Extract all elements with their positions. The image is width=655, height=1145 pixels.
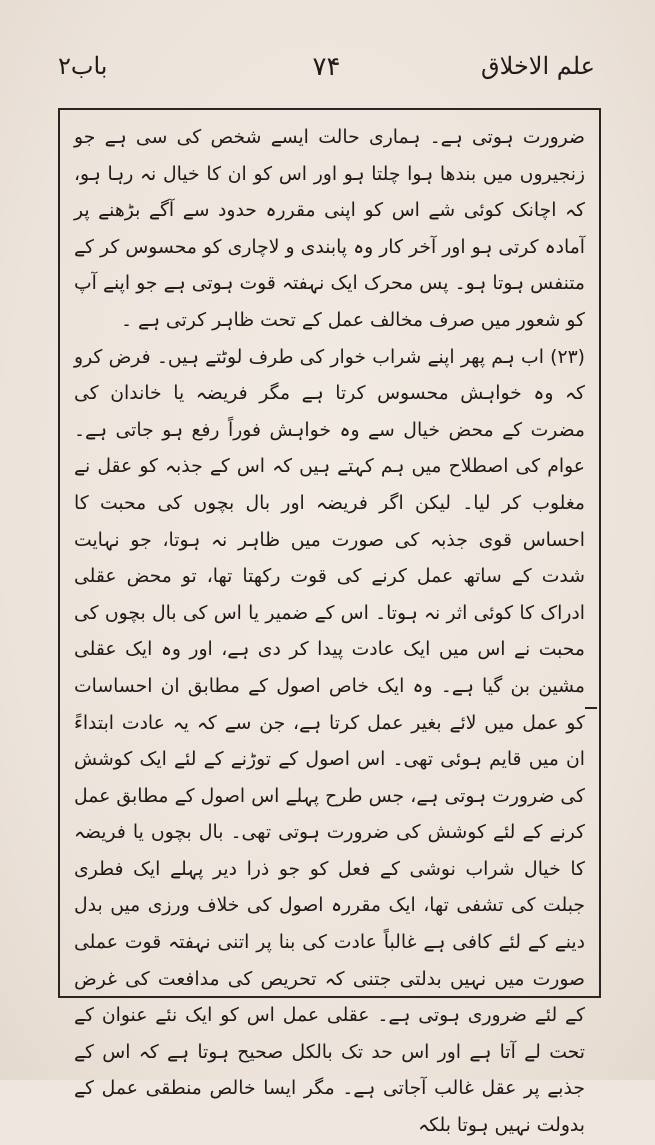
book-title: علم الاخلاق <box>481 52 595 80</box>
paragraph-2: (۲۳) اب ہم پھر اپنے شراب خوار کی طرف لوٹتے ہیں۔ فرض کرو کہ وہ خواہش محسوس کرتا ہے مگر فریضہ یا خاندان کی مضرت کے محض خیال سے وہ خواہش فوراً رفع ہو جاتی ہے۔ عوام کی اصطلاح میں ہم کہتے ہیں کہ اس کے جذبہ کو عقل نے مغلوب کر لیا۔ لیکن اگر فریضہ اور بال بچوں کی محبت کا احساس قوی جذبہ کی صورت میں ظاہر نہ ہوتا، جو نہایت شدت کے ساتھ عمل کرنے کی قوت رکھتا تھا، تو محض عقلی ادراک کا کوئی اثر نہ ہوتا۔ اس کے ضمیر یا اس کی بال بچوں کی محبت نے اس میں ایک عادت پیدا کر دی ہے، اور وہ ایک عقلی مشین بن گیا ہے۔ وہ ایک خاص اصول کے مطابق ان احساسات کو عمل میں لائے بغیر عمل کرتا ہے، جن سے کہ یہ عادت ابتداءً ان میں قایم ہوئی تھی۔ اس اصول کے توڑنے کے لئے ایک کوشش کی ضرورت ہوتی ہے، جس طرح پہلے اس اصول کے مطابق عمل کرنے کے لئے کوشش کی ضرورت ہوتی تھی۔ بال بچوں یا فریضہ کا خیال شراب نوشی کے فعل کو جو ذرا دیر پہلے ایک فطری جبلت کی تشفی تھا، ایک مقررہ اصول کی خلاف ورزی میں بدل دینے کے لئے کافی ہے غالباً عادت کی بنا پر اتنی نہفتہ قوت عملی صورت میں نہیں بدلتی جتنی کہ تحریص کی مدافعت کی غرض کے لئے ضروری ہوتی ہے۔ عقلی عمل اس کو ایک نئے عنوان کے تحت لے آتا ہے اور اس حد تک بالکل صحیح ہوتا ہے کہ اس کے جذبے پر عقل غالب آجاتی ہے۔ مگر ایسا خالص منطقی عمل کے بدولت نہیں ہوتا بلکہ <box>74 346 585 1137</box>
page-header <box>58 52 595 92</box>
chapter-label: باب۲ <box>58 52 108 80</box>
text-frame <box>58 108 601 1137</box>
page-number: ۷۴ <box>312 52 341 82</box>
margin-tick <box>585 707 597 709</box>
paragraph-1: ضرورت ہوتی ہے۔ ہماری حالت ایسے شخص کی سی ہے جو زنجیروں میں بندھا ہوا چلتا ہو اور اس کو ان کا خیال نہ رہا ہو، کہ اچانک کوئی شے اس کو اپنی مقررہ حدود سے آگے بڑھنے پر آمادہ کرتی ہو اور آخر کار وہ پابندی و لاچاری کو محسوس کر کے متنفس ہوتا ہو۔ پس محرک ایک نہفتہ قوت ہوتی ہے جو اپنے آپ کو شعور میں صرف مخالف عمل کے تحت ظاہر کرتی ہے ۔ <box>74 127 585 331</box>
